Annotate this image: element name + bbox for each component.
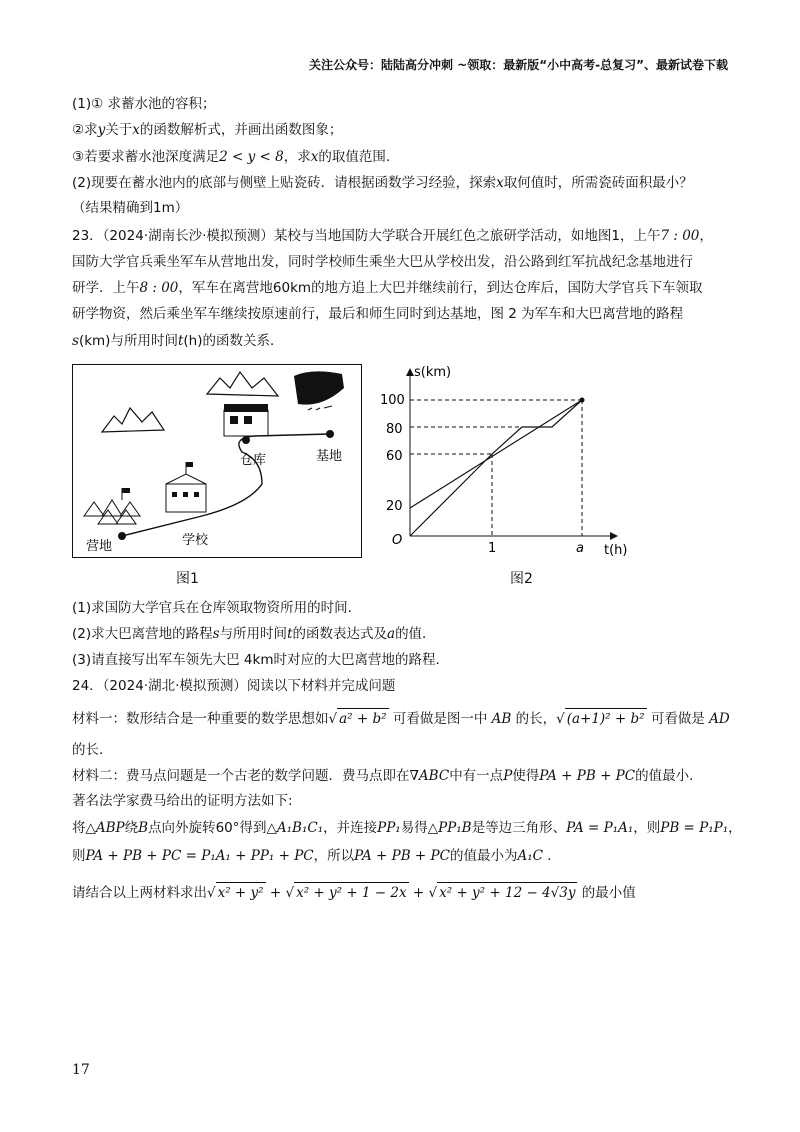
question-23-line-2: 国防大学官兵乘坐军车从营地出发，同时学校师生乘坐大巴从学校出发，沿公路到红军抗战纪念基地进行 [72,254,693,270]
y-tick-100: 100 [380,393,405,408]
x-tick-1: 1 [488,541,497,556]
figure-1-caption: 图1 [176,571,199,587]
base-point [326,430,334,438]
graph-figure-2 [370,360,640,560]
label-warehouse: 仓库 [240,453,267,468]
question-23-line-1: 23．（2024·湖南长沙·模拟预测）某校与当地国防大学联合开展红色之旅研学活动，如地图1，上午7 : 00， [72,228,713,244]
sub-question-1-1: (1)① 求蓄水池的容积； [72,96,216,112]
question-23-sub-1: (1)求国防大学官兵在仓库领取物资所用的时间． [72,600,362,616]
label-camp: 营地 [86,539,113,554]
army-truck-line [410,400,582,536]
material-2-line-1: 材料二：费马点问题是一个古老的数学问题．费马点即在∇ABC中有一点P使得PA + PB + PC的值最小． [72,768,703,784]
origin-label: O [392,533,403,548]
material-2-line-2: 著名法学家费马给出的证明方法如下: [72,793,293,809]
page-header: 关注公众号：陆陆高分冲刺 ~领取：最新版“小中高考-总复习”、最新试卷下载 [309,58,728,72]
material-1-line-2: 的长． [72,742,113,758]
dashed-guides [410,400,582,536]
label-base: 基地 [316,449,343,464]
question-23-sub-3: (3)请直接写出军车领先大巴 4km时对应的大巴离营地的路程． [72,652,449,668]
question-23-line-4: 研学物资，然后乘坐军车继续按原速前行，最后和师生同时到达基地，图 2 为军车和大巴离营地的路程 [72,306,684,322]
question-24-title: 24．（2024·湖北·模拟预测）阅读以下材料并完成问题 [72,678,396,694]
material-1-line-1: 材料一：数形结合是一种重要的数学思想如√ a² + b² 可看做是图一中 AB 的长，√ (a+1)² + b² 可看做是 AD [72,708,730,729]
sub-question-1-3: ③若要求蓄水池深度满足2 < y < 8，求x的取值范围． [72,149,400,165]
page-number: 17 [72,1062,90,1078]
y-tick-80: 80 [386,422,403,437]
y-axis-label: s(km) [414,365,452,380]
warehouse-point [242,436,250,444]
question-23-line-5: s(km)与所用时间t(h)的函数关系． [72,333,284,349]
sub-question-1-2: ②求y关于x的函数解析式，并画出函数图象； [72,122,343,138]
material-2-line-3: 将△ABP绕B点向外旋转60°得到△A₁B₁C₁，并连接PP₁易得△PP₁B是等边三角形、PA = P₁A₁，则PB = P₁P₁， [72,820,742,836]
figure-2-caption: 图2 [510,571,533,587]
question-24-ask: 请结合以上两材料求出√ x² + y² + √ x² + y² + 1 − 2x + √ x² + y² + 12 − 4√3y 的最小值 [72,882,636,903]
y-tick-20: 20 [386,499,403,514]
school-icon [166,484,206,512]
question-23-sub-2: (2)求大巴离营地的路程s与所用时间t的函数表达式及a的值． [72,626,436,642]
y-tick-60: 60 [386,449,403,464]
sub-question-2-note: （结果精确到1m） [72,200,189,216]
sub-question-2: (2)现要在蓄水池内的底部与侧壁上贴瓷砖．请根据函数学习经验，探索x取何值时，所需瓷砖面积最小？ [72,175,693,191]
label-school: 学校 [182,533,209,548]
material-2-line-4: 则PA + PB + PC = P₁A₁ + PP₁ + PC，所以PA + PB + PC的值最小为A₁C ． [72,848,561,864]
x-axis-label: t(h) [604,543,628,558]
camp-point [118,532,126,540]
question-23-line-3: 研学．上午8 : 00，军车在离营地60km的地方追上大巴并继续前行，到达仓库后，国防大学官兵下车领取 [72,280,703,296]
x-tick-a: a [576,541,584,556]
map-figure-1 [72,364,362,558]
bus-line [410,400,582,508]
